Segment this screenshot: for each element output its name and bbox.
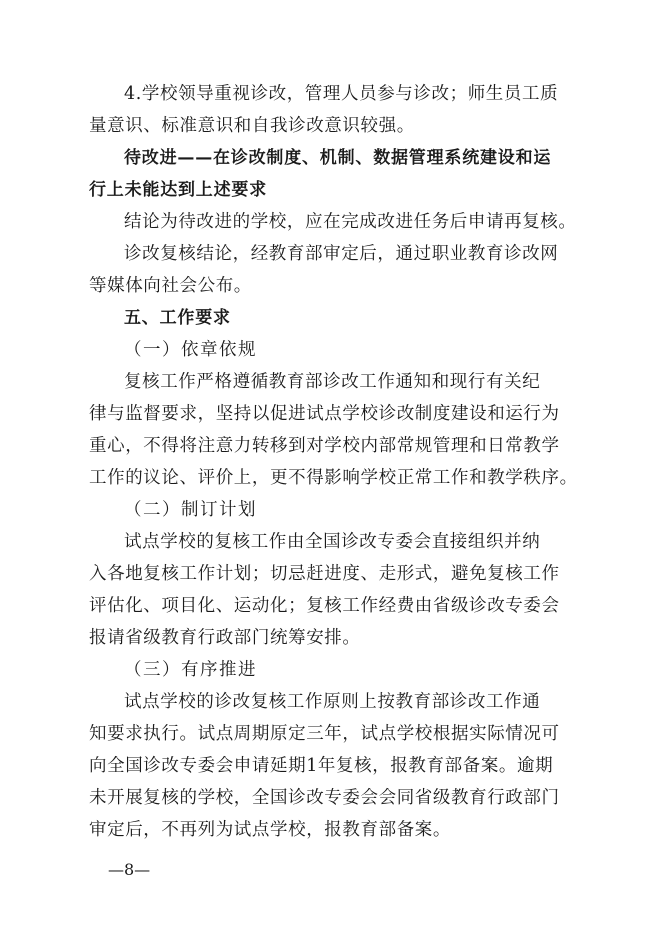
subsection-heading: （三）有序推进 (124, 660, 257, 680)
section-heading: 五、工作要求 (124, 308, 231, 328)
para-line: 未开展复核的学校，全国诊改专委会会同省级教育行政部门 (89, 788, 560, 808)
para-line: 向全国诊改专委会申请延期1年复核，报教育部备案。逾期 (89, 756, 554, 776)
para-line: 律与监督要求，坚持以促进试点学校诊改制度建设和运行为 (89, 404, 560, 424)
para-line: 评估化、项目化、运动化；复核工作经费由省级诊改专委会 (89, 596, 560, 616)
para-line: 诊改复核结论，经教育部审定后，通过职业教育诊改网 (124, 244, 559, 264)
bold-heading-line: 待改进——在诊改制度、机制、数据管理系统建设和运 (124, 148, 552, 168)
para-line: 审定后，不再列为试点学校，报教育部备案。 (89, 820, 451, 840)
para-line: 量意识、标准意识和自我诊改意识较强。 (89, 116, 415, 136)
subsection-heading: （一）依章依规 (124, 340, 257, 360)
bold-heading-line: 行上未能达到上述要求 (89, 180, 267, 200)
page-number: —8— (108, 860, 151, 879)
para-line: 重心，不得将注意力转移到对学校内部常规管理和日常教学 (89, 436, 560, 456)
subsection-heading: （二）制订计划 (124, 500, 257, 520)
para-line: 入各地复核工作计划；切忌赶进度、走形式，避免复核工作 (89, 564, 560, 584)
para-line: 复核工作严格遵循教育部诊改工作通知和现行有关纪 (124, 372, 541, 392)
para-line: 4.学校领导重视诊改，管理人员参与诊改；师生员工质 (124, 84, 559, 104)
para-line: 试点学校的诊改复核工作原则上按教育部诊改工作通 (124, 692, 541, 712)
para-line: 知要求执行。试点周期原定三年，试点学校根据实际情况可 (89, 724, 560, 744)
para-line: 结论为待改进的学校，应在完成改进任务后申请再复核。 (124, 212, 577, 232)
para-line: 等媒体向社会公布。 (89, 276, 252, 296)
para-line: 试点学校的复核工作由全国诊改专委会直接组织并纳 (124, 532, 541, 552)
para-line: 工作的议论、评价上，更不得影响学校正常工作和教学秩序。 (89, 468, 578, 488)
para-line: 报请省级教育行政部门统筹安排。 (89, 628, 361, 648)
